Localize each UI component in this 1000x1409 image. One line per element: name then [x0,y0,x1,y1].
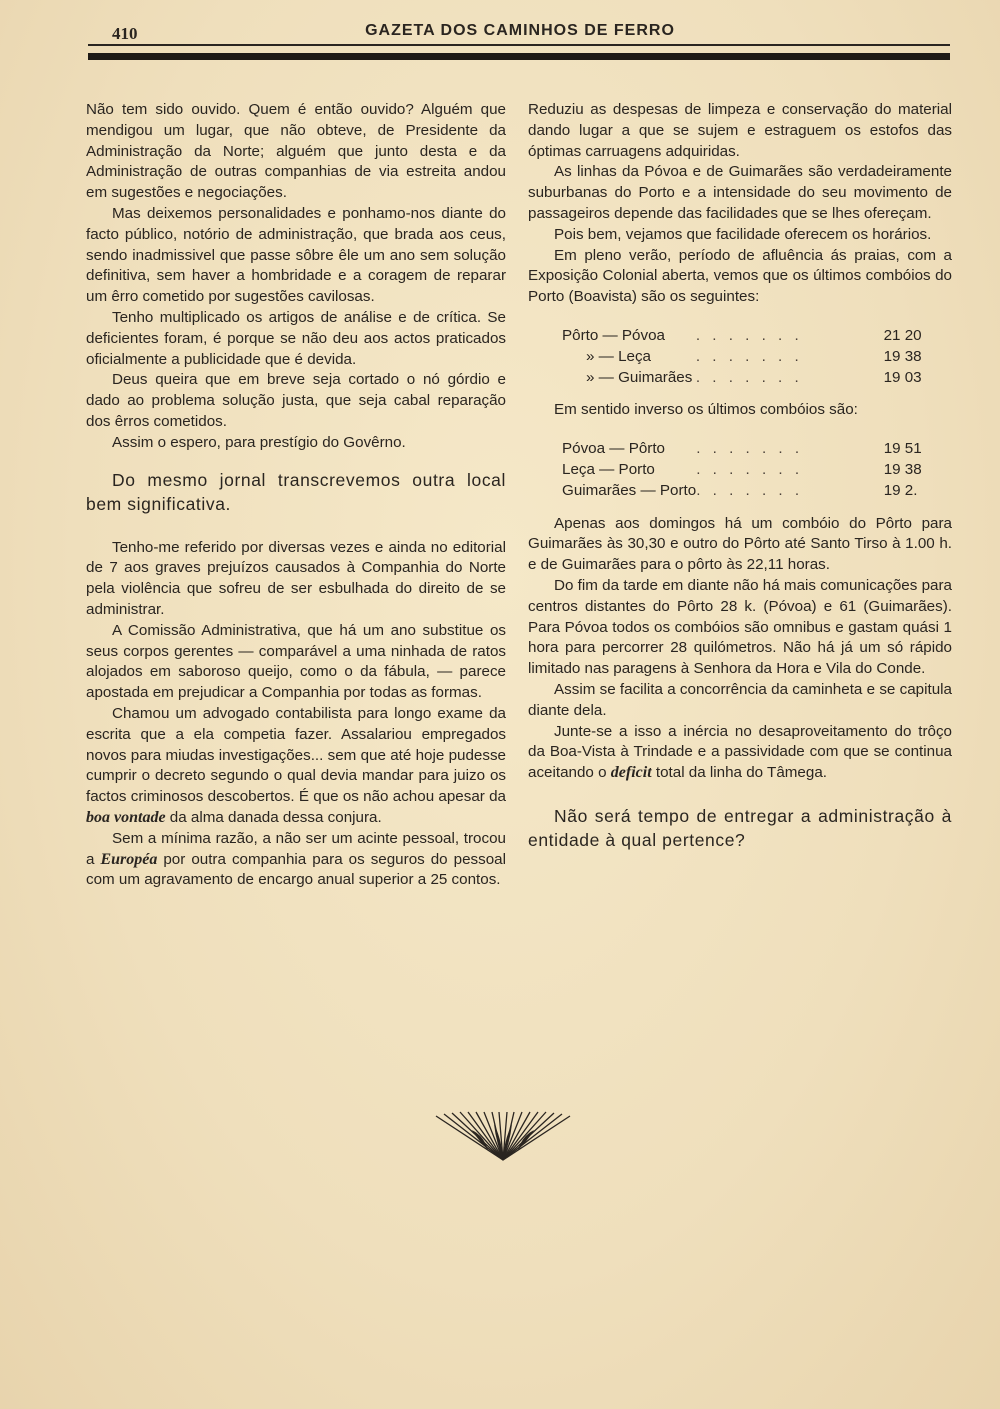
page-number: 410 [112,24,138,43]
header-rule-thin [88,44,950,46]
leader-dots: . . . . . . . [696,481,804,499]
paragraph: Do fim da tarde em diante não há mais comunicações para centros distantes do Pôrto 28 k. (Póvoa) e 61 (Guimarães). Para Póvoa todos os combóios são omnibus e gastam quási 1 hora para percorrer 28 quilómetros. Não há já um só rápido limitado nas paragens à Senhora da Hora e Vila do Conde. [528,576,952,678]
paragraph: Em sentido inverso os últimos combóios são: [554,401,858,419]
timetable-outbound [562,326,952,388]
paragraph: Assim se facilita a concorrência da caminheta e se capitula diante dela. [528,680,952,719]
paragraph [86,704,506,829]
italic-phrase: Européa [100,850,158,868]
timetable-row [562,368,952,389]
paragraph: Em pleno verão, período de afluência ás praias, com a Exposição Colonial aberta, vemos que os últimos combóios do Porto (Boavista) são os seguintes: [528,246,952,306]
paragraph: Apenas aos domingos há um combóio do Pôrto para Guimarães às 30,30 e outro do Pôrto até Santo Tirso à 1.00 h. e de Guimarães para o pôrto às 22,11 horas. [528,514,952,574]
paragraph: Pois bem, vejamos que facilidade oferecem os horários. [554,225,932,243]
leader-dots: . . . . . . . [695,368,803,386]
paragraph: As linhas da Póvoa e de Guimarães são verdadeiramente suburbanas do Porto e a intensidade do seu movimento de passageiros depende das facilidades que se lhes ofereçam. [528,163,952,222]
time: 19 2. [883,481,918,499]
paragraph: Assim o espero, para prestígio do Govêrno. [112,433,406,451]
timetable-row [562,439,952,460]
time: 19 38 [883,347,922,365]
timetable-row [562,460,952,481]
timetable-inbound [562,439,952,501]
right-column [528,100,952,852]
paragraph [528,722,952,784]
text-run: Junte-se a isso a inércia no desaproveitamento do trôço da Boa-Vista à Trindade e a passividade com que se continua aceitando o [528,722,952,782]
station: Pôrto — Póvoa [562,326,665,344]
leader-dots: . . . . . . . [695,347,803,365]
text-run: por outra companhia para os seguros do pessoal com um agravamento de encargo anual superior a 25 contos. [86,850,506,889]
station: » — Leça [586,347,652,365]
header-rule-thick [88,53,950,60]
journal-title: GAZETA DOS CAMINHOS DE FERRO [365,22,675,39]
italic-phrase: deficit [610,764,652,782]
paragraph [86,829,506,891]
station: Leça — Porto [562,460,655,478]
timetable-row [562,326,952,347]
leader-dots: . . . . . . . [696,440,804,458]
leader-dots: . . . . . . . [695,326,803,344]
text-run: total da linha do Tâmega. [651,764,827,782]
lead-paragraph: Do mesmo jornal transcrevemos outra local bem significativa. [86,469,506,514]
time: 19 03 [883,368,922,386]
time: 19 51 [883,440,922,458]
station: » — Guimarães [586,368,693,386]
closing-question: Não será tempo de entregar a administração à entidade à qual pertence? [528,805,952,850]
leader-dots: . . . . . . . [696,460,804,478]
time: 21 20 [883,326,922,344]
italic-phrase: boa vontade [86,808,166,826]
fan-ornament-icon [432,1110,574,1164]
timetable-row [562,481,952,502]
left-column [86,100,506,891]
timetable-row [562,347,952,368]
paragraph: Tenho multiplicado os artigos de análise e de crítica. Se deficientes foram, é porque se não deu aos actos praticados oficialmente a publicidade que é devida. [86,308,506,368]
text-run: Sem a mínima razão, a não ser um acinte pessoal, trocou a [86,829,506,868]
paragraph: Mas deixemos personalidades e ponhamo-nos diante do facto público, notório de administração, que brada aos ceus, sendo inadmissivel que passe sôbre êle um ano sem solução definitiva, sem haver a hombridade e a coragem de reparar um êrro cometido por sugestões cavilosas. [86,204,506,306]
paragraph: Tenho-me referido por diversas vezes e ainda no editorial de 7 aos graves prejuízos causados à Companhia do Norte pela violência que sofreu de ser esbulhada do direito de se administrar. [86,538,506,618]
paragraph: Reduziu as despesas de limpeza e conservação do material dando lugar a que se sujem e estraguem os estofos das óptimas carruagens adquiridas. [528,101,952,160]
station: Póvoa — Pôrto [562,440,665,458]
paragraph: Não tem sido ouvido. Quem é então ouvido? Alguém que mendigou um lugar, que não obteve, de Presidente da Administração da Norte; alguém que junto desta e da Administração de outras companhias de via estreita andou em sugestões e negociações. [86,101,506,202]
text-run: da alma danada dessa conjura. [165,808,382,826]
station: Guimarães — Porto [562,481,697,499]
paragraph: A Comissão Administrativa, que há um ano substitue os seus corpos gerentes — comparável a uma ninhada de ratos alojados em saboroso queijo, como o da fábula, — parece apostada em prejudicar a Companhia por todas as formas. [86,621,506,702]
time: 19 38 [883,460,922,478]
text-run: Chamou um advogado contabilista para longo exame da escrita que a ela competia fazer. Assalariou empregados novos para miudas investigações... sem que até hoje pudesse cumprir o decreto segundo o qual devia mandar para juizo os factos criminosos descobertos. É que os não achou apesar da [86,704,506,806]
paragraph: Deus queira que em breve seja cortado o nó górdio e dado ao problema solução justa, que seja cabal reparação dos êrros cometidos. [86,371,506,430]
